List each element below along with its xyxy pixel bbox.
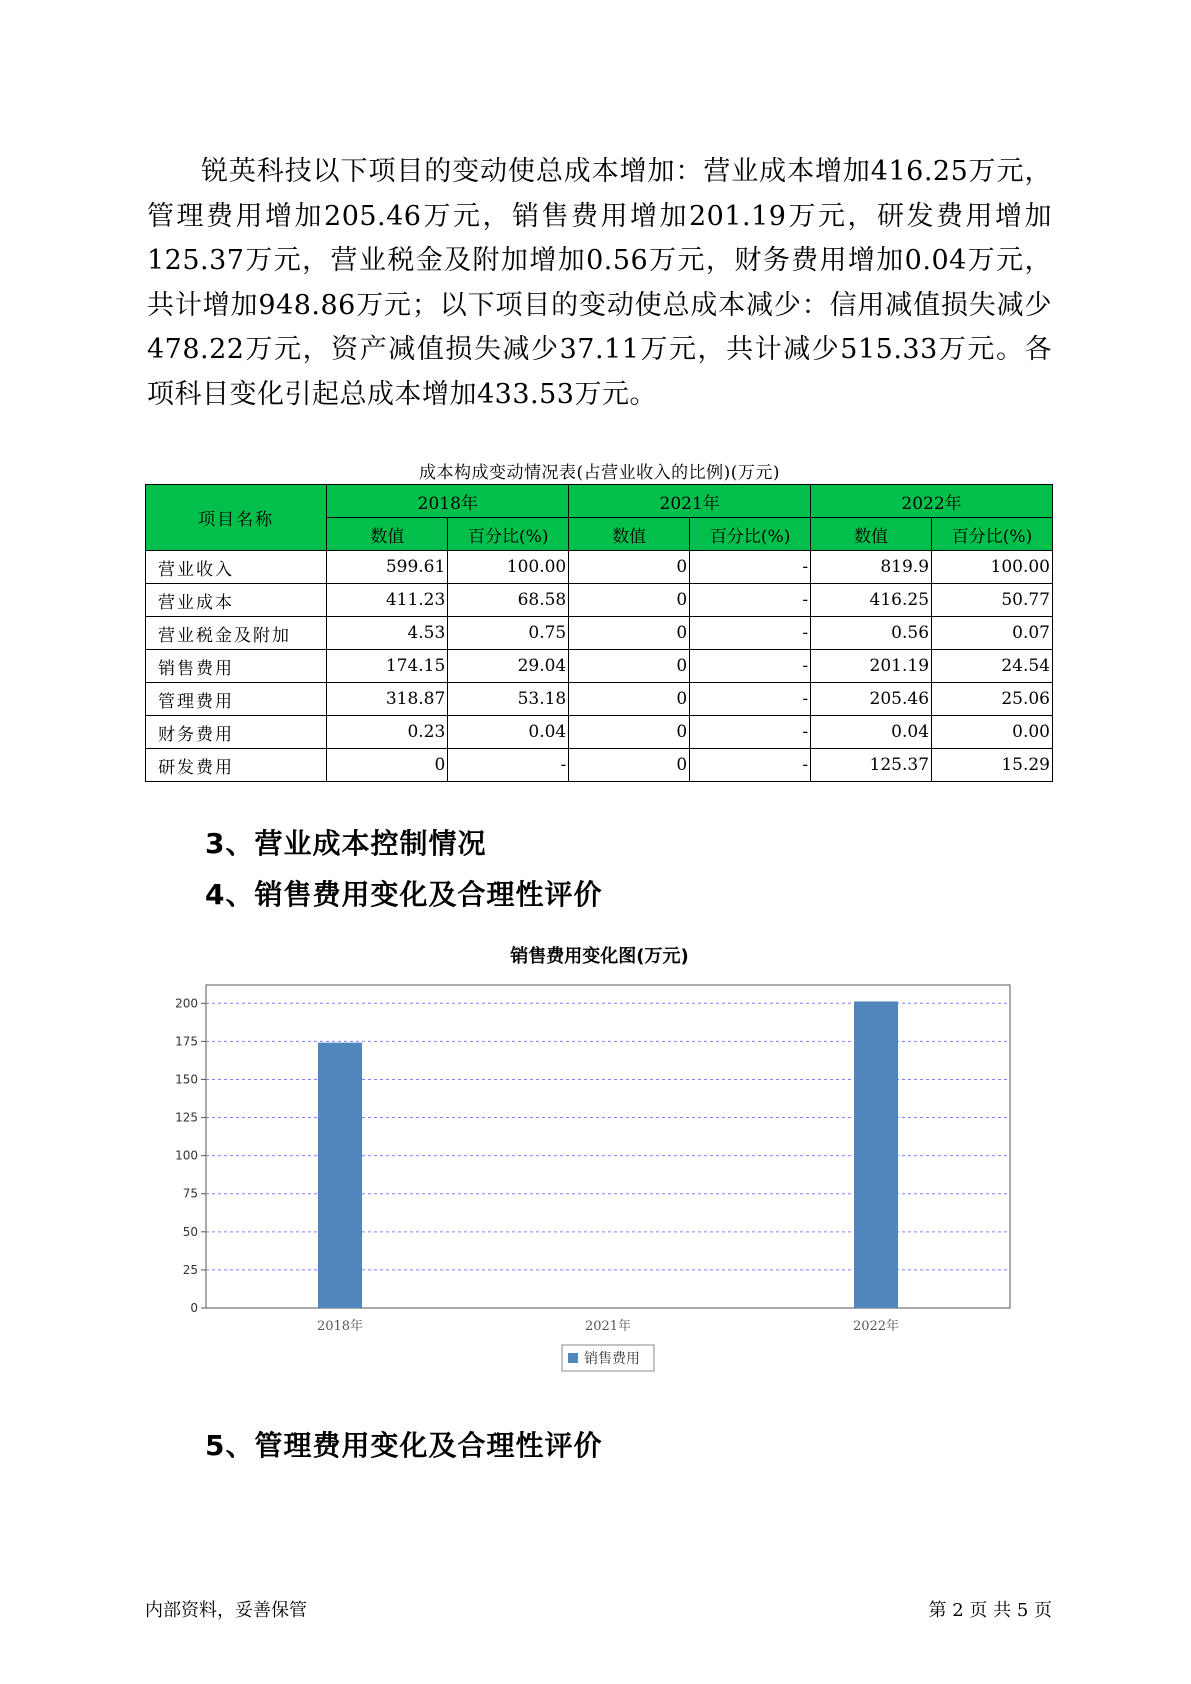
y-tick-label: 200	[175, 996, 198, 1011]
row-label: 管理费用	[146, 683, 327, 716]
y-tick-label: 150	[175, 1072, 198, 1087]
table-row	[146, 749, 1053, 782]
cell-v2022: 819.9	[811, 551, 932, 584]
section-heading-3: 3、营业成本控制情况	[205, 827, 487, 860]
sales-expense-bar-chart	[150, 975, 1020, 1395]
y-tick-label: 100	[175, 1148, 198, 1163]
cell-v2021: 0	[569, 584, 690, 617]
header-year-2018: 2018年	[327, 485, 569, 518]
cell-v2021: 0	[569, 683, 690, 716]
cell-p2021: -	[690, 683, 811, 716]
table-row	[146, 584, 1053, 617]
cell-p2018: 0.75	[448, 617, 569, 650]
chart-title: 销售费用变化图(万元)	[510, 946, 689, 967]
cell-p2018: 68.58	[448, 584, 569, 617]
cell-p2018: 29.04	[448, 650, 569, 683]
row-label: 研发费用	[146, 749, 327, 782]
y-tick-label: 25	[182, 1262, 198, 1277]
cell-v2021: 0	[569, 551, 690, 584]
cell-v2021: 0	[569, 716, 690, 749]
header-value: 数值	[327, 518, 448, 551]
section-heading-4: 4、销售费用变化及合理性评价	[205, 878, 603, 911]
cell-p2018: 53.18	[448, 683, 569, 716]
cell-p2021: -	[690, 650, 811, 683]
cell-v2018: 599.61	[327, 551, 448, 584]
footer-confidential: 内部资料，妥善保管	[145, 1600, 307, 1621]
row-label: 财务费用	[146, 716, 327, 749]
cost-structure-table	[145, 484, 1053, 782]
legend-swatch	[568, 1353, 578, 1363]
y-tick-label: 50	[182, 1224, 198, 1239]
cell-v2022: 0.56	[811, 617, 932, 650]
cell-v2021: 0	[569, 617, 690, 650]
y-tick-label: 125	[175, 1110, 198, 1125]
cell-v2022: 0.04	[811, 716, 932, 749]
cell-v2018: 318.87	[327, 683, 448, 716]
cell-p2022: 0.00	[932, 716, 1053, 749]
header-value: 数值	[569, 518, 690, 551]
y-tick-label: 0	[190, 1301, 198, 1315]
cell-v2018: 174.15	[327, 650, 448, 683]
header-value: 数值	[811, 518, 932, 551]
cell-p2021: -	[690, 749, 811, 782]
bar-2022年	[854, 1001, 898, 1308]
footer-page-number: 第 2 页 共 5 页	[928, 1600, 1052, 1621]
cell-p2022: 25.06	[932, 683, 1053, 716]
cell-p2021: -	[690, 551, 811, 584]
row-label: 营业收入	[146, 551, 327, 584]
header-percent: 百分比(%)	[690, 518, 811, 551]
header-year-2021: 2021年	[569, 485, 811, 518]
bar-2018年	[318, 1043, 362, 1308]
cell-p2018: 0.04	[448, 716, 569, 749]
cell-v2022: 201.19	[811, 650, 932, 683]
cell-v2022: 125.37	[811, 749, 932, 782]
cell-p2022: 50.77	[932, 584, 1053, 617]
row-label: 销售费用	[146, 650, 327, 683]
row-label: 营业税金及附加	[146, 617, 327, 650]
table-row	[146, 617, 1053, 650]
y-tick-label: 175	[175, 1034, 198, 1049]
cell-p2022: 100.00	[932, 551, 1053, 584]
x-tick-label: 2022年	[852, 1319, 900, 1334]
header-year-2022: 2022年	[811, 485, 1053, 518]
cell-v2022: 205.46	[811, 683, 932, 716]
table-caption: 成本构成变动情况表(占营业收入的比例)(万元)	[418, 463, 781, 483]
x-tick-label: 2018年	[316, 1319, 364, 1334]
cell-v2018: 411.23	[327, 584, 448, 617]
cell-p2021: -	[690, 584, 811, 617]
body-paragraph: 锐英科技以下项目的变动使总成本增加：营业成本增加416.25万元，管理费用增加205.46万元，销售费用增加201.19万元，研发费用增加125.37万元，营业税金及附加增加0.56万元，财务费用增加0.04万元，共计增加948.86万元；以下项目的变动使总成本减少：信用减值损失减少478.22万元，资产减值损失减少37.11万元，共计减少515.33万元。各项科目变化引起总成本增加433.53万元。	[147, 156, 1052, 410]
cell-p2018: -	[448, 749, 569, 782]
cell-v2021: 0	[569, 749, 690, 782]
y-tick-label: 75	[182, 1186, 198, 1201]
header-percent: 百分比(%)	[448, 518, 569, 551]
legend-label: 销售费用	[584, 1351, 640, 1367]
header-item-name: 项目名称	[146, 485, 327, 551]
x-tick-label: 2021年	[584, 1319, 632, 1334]
cell-p2021: -	[690, 617, 811, 650]
cell-v2018: 4.53	[327, 617, 448, 650]
cell-p2021: -	[690, 716, 811, 749]
cell-v2018: 0.23	[327, 716, 448, 749]
table-row	[146, 650, 1053, 683]
cell-p2018: 100.00	[448, 551, 569, 584]
cell-p2022: 15.29	[932, 749, 1053, 782]
cell-p2022: 24.54	[932, 650, 1053, 683]
cell-v2021: 0	[569, 650, 690, 683]
cell-v2022: 416.25	[811, 584, 932, 617]
table-row	[146, 716, 1053, 749]
cell-p2022: 0.07	[932, 617, 1053, 650]
header-percent: 百分比(%)	[932, 518, 1053, 551]
row-label: 营业成本	[146, 584, 327, 617]
table-row	[146, 551, 1053, 584]
cell-v2018: 0	[327, 749, 448, 782]
table-row	[146, 683, 1053, 716]
section-heading-5: 5、管理费用变化及合理性评价	[205, 1429, 603, 1462]
